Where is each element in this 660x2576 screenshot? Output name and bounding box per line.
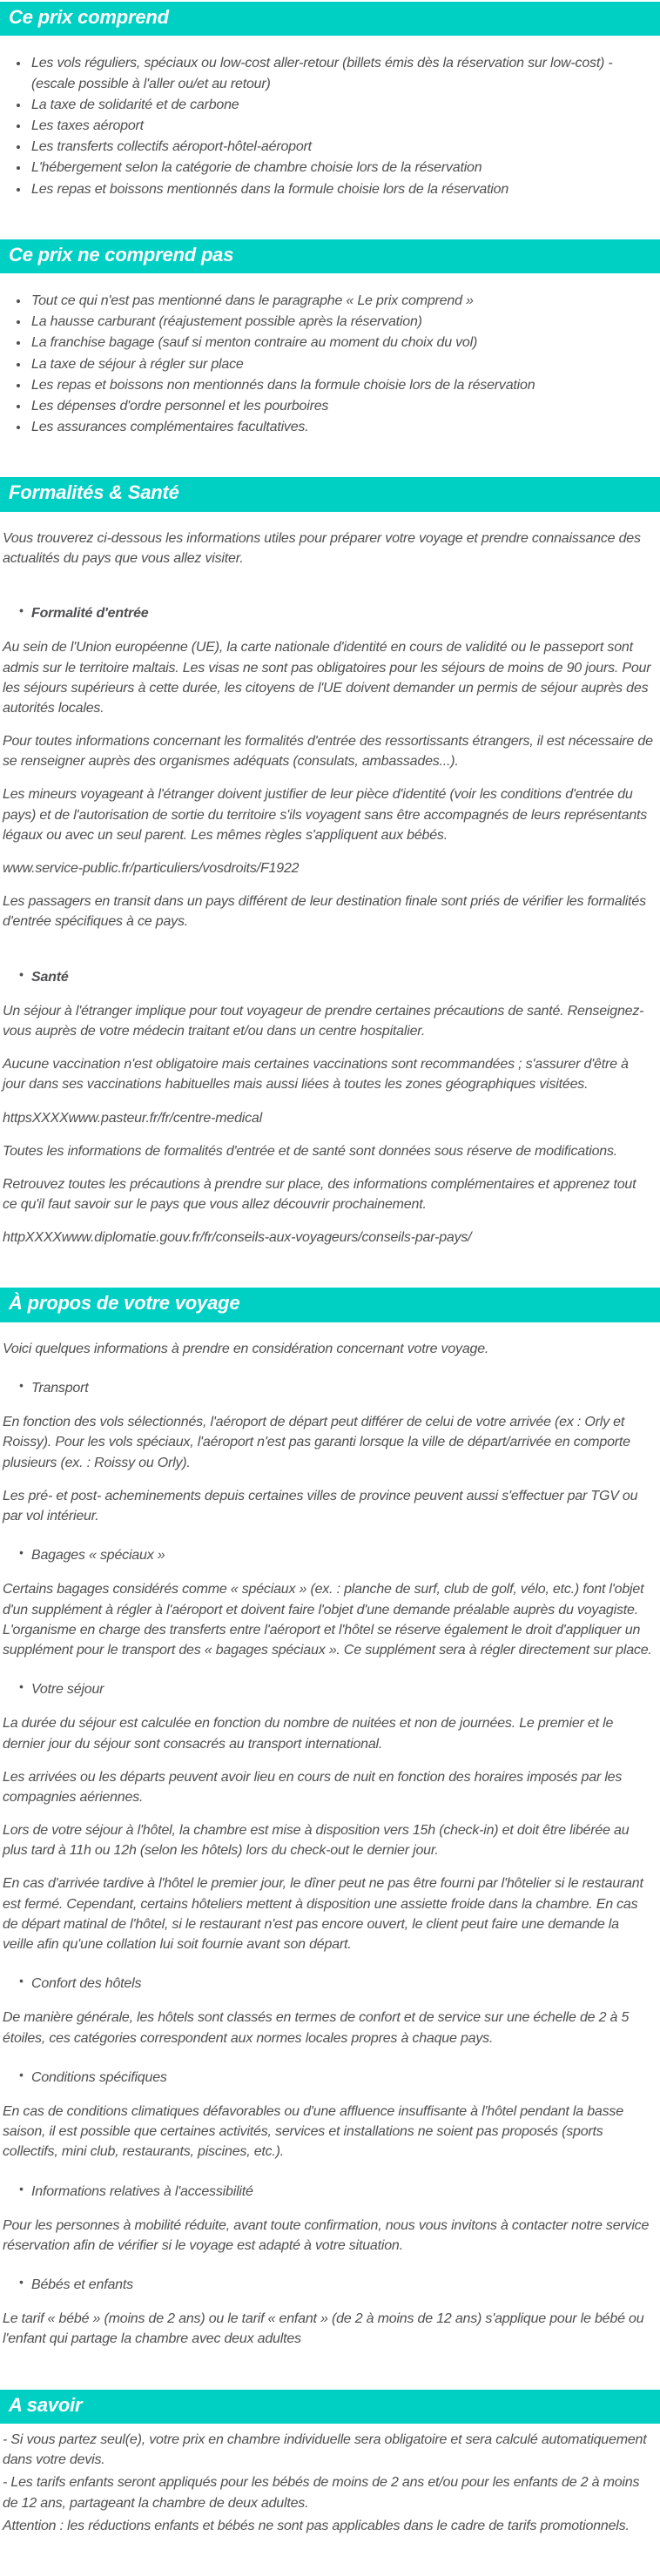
paragraph: Certains bagages considérés comme « spéciaux » (ex. : planche de surf, club de golf, vélo, etc.) font l'objet d'un supplément à régler à l'aéroport et doivent faire l'objet d'une demande préalable auprès du voyagiste. L'organisme en charge des transferts entre l'aéroport et l'hôtel se réserve également le droit d'appliquer un supplément pour le transport des « bagages spéciaux ». Ce supplément sera à régler directement sur place. — [3, 1582, 652, 1658]
section-header: Formalités & Santé — [0, 477, 660, 511]
paragraph: Lors de votre séjour à l'hôtel, la chambre est mise à disposition vers 15h (check-in) et doit être libérée au plus tard à 11h ou 12h (selon les hôtels) lors du check-out le dernier jour. — [3, 1823, 630, 1859]
list-item: • La franchise bagage (sauf si menton contraire au moment du choix du vol) — [30, 333, 653, 353]
section-body — [0, 512, 660, 1248]
subheading: • Bagages « spéciaux » — [3, 1545, 653, 1565]
list-item: • Tout ce qui n'est pas mentionné dans le paragraphe « Le prix comprend » — [30, 291, 653, 311]
section-ce-prix-ne-comprend-pas — [0, 239, 660, 438]
list-item: • Les repas et boissons non mentionnés dans la formule choisie lors de la réservation — [30, 375, 653, 395]
subheading: • Transport — [3, 1378, 653, 1398]
paragraph: En fonction des vols sélectionnés, l'aéroport de départ peut différer de celui de votre arrivée (ex : Orly et Roissy). Pour les vols spéciaux, l'aéroport n'est pas garanti lorsque la ville de départ/arrivée en comporte plusieurs (ex. : Roissy ou Orly). — [3, 1415, 630, 1470]
subheading: • Informations relatives à l'accessibilité — [3, 2182, 653, 2202]
paragraph: Retrouvez toutes les précautions à prendre sur place, des informations complémentaires et apprenez tout ce qu'il faut savoir sur le pays que vous allez découvrir prochainement. — [3, 1176, 636, 1213]
subheading: • Bébés et enfants — [3, 2275, 653, 2295]
list-item: • Les dépenses d'ordre personnel et les pourboires — [30, 396, 653, 416]
list-item: • Les assurances complémentaires facultatives. — [30, 417, 653, 437]
paragraph: La durée du séjour est calculée en fonction du nombre de nuitées et non de journées. Le premier et le dernier jour du séjour sont consacrés au transport international. — [3, 1716, 614, 1752]
bullet-list — [3, 291, 653, 437]
paragraph: Les arrivées ou les départs peuvent avoir lieu en cours de nuit en fonction des horaires imposés par les compagnies aériennes. — [3, 1769, 623, 1805]
section-header: A savoir — [0, 2390, 660, 2424]
list-item: • La taxe de séjour à régler sur place — [30, 354, 653, 374]
subheading: • Santé — [3, 967, 653, 987]
url-text: httpXXXXwww.diplomatie.gouv.fr/fr/conseils-aux-voyageurs/conseils-par-pays/ — [3, 1230, 472, 1246]
url-text: www.service-public.fr/particuliers/vosdroits/F1922 — [3, 861, 300, 877]
paragraph: Toutes les informations de formalités d'entrée et de santé sont données sous réserve de modifications. — [3, 1143, 618, 1159]
list-item: • L'hébergement selon la catégorie de chambre choisie lors de la réservation — [30, 158, 653, 178]
paragraph: Les passagers en transit dans un pays différent de leur destination finale sont priés de vérifier les formalités d'entrée spécifiques à ce pays. — [3, 894, 646, 930]
paragraph: Voici quelques informations à prendre en considération concernant votre voyage. — [3, 1341, 489, 1356]
paragraph: Les mineurs voyageant à l'étranger doivent justifier de leur pièce d'identité (voir les conditions d'entrée du pays) et de l'autorisation de sortie du territoire s'ils voyagent sans être accompagnés de leurs représentants légaux ou avec un seul parent. Les mêmes règles s'appliquent aux bébés. — [3, 787, 648, 843]
paragraph: - Si vous partez seul(e), votre prix en chambre individuelle sera obligatoire et sera calculé automatiquement dans votre devis. — [3, 2432, 647, 2468]
list-item: • Les repas et boissons mentionnés dans la formule choisie lors de la réservation — [30, 179, 653, 199]
paragraph: Le tarif « bébé » (moins de 2 ans) ou le tarif « enfant » (de 2 à moins de 12 ans) s'applique pour le bébé ou l'enfant qui partage la chambre avec deux adultes — [3, 2311, 644, 2347]
paragraph: Pour les personnes à mobilité réduite, avant toute confirmation, nous vous invitons à contacter notre service réservation afin de vérifier si le voyage est adapté à votre situation. — [3, 2217, 650, 2253]
list-item: • Les transferts collectifs aéroport-hôtel-aéroport — [30, 137, 653, 157]
section-header: À propos de votre voyage — [0, 1288, 660, 1322]
content — [0, 2, 660, 2536]
section-body — [0, 2424, 660, 2536]
paragraph: De manière générale, les hôtels sont classés en termes de confort et de service sur une échelle de 2 à 5 étoiles, ces catégories correspondent aux normes locales propres à chaque pays. — [3, 2010, 630, 2046]
subheading: • Votre séjour — [3, 1679, 653, 1699]
section-header: Ce prix comprend — [0, 2, 660, 36]
list-item: • La taxe de solidarité et de carbone — [30, 95, 653, 115]
paragraph: En cas d'arrivée tardive à l'hôtel le premier jour, le dîner peut ne pas être fourni par l'hôtelier si le restaurant est fermé. Cependant, certains hôteliers mettent à disposition une assiette froide dans la chambre. En cas de départ matinal de l'hôtel, si le restaurant n'est pas encore ouvert, le client peut faire une demande la veille afin qu'une collation lui soit fournie avant son départ. — [3, 1876, 643, 1952]
url-text: httpsXXXXwww.pasteur.fr/fr/centre-medical — [3, 1110, 262, 1126]
paragraph: Attention : les réductions enfants et bébés ne sont pas applicables dans le cadre de tarifs promotionnels. — [3, 2518, 630, 2533]
paragraph: Un séjour à l'étranger implique pour tout voyageur de prendre certaines précautions de santé. Renseignez-vous auprès de votre médecin traitant et/ou dans un centre hospitalier. — [3, 1003, 644, 1039]
section-ce-prix-comprend — [0, 2, 660, 199]
section-header: Ce prix ne comprend pas — [0, 239, 660, 273]
subheading: • Confort des hôtels — [3, 1974, 653, 1994]
paragraph: - Les tarifs enfants seront appliqués pour les bébés de moins de 2 ans et/ou pour les enfants de 2 à moins de 12 ans, partageant la chambre de deux adultes. — [3, 2475, 640, 2511]
paragraph: Pour toutes informations concernant les formalités d'entrée des ressortissants étrangers, il est nécessaire de se renseigner auprès des organismes adéquats (consulats, ambassades...). — [3, 734, 653, 770]
subheading: • Conditions spécifiques — [3, 2068, 653, 2088]
list-item: • Les taxes aéroport — [30, 116, 653, 136]
section-body — [0, 1322, 660, 2350]
paragraph: Les pré- et post- acheminements depuis certaines villes de province peuvent aussi s'effectuer par TGV ou par vol intérieur. — [3, 1488, 638, 1523]
paragraph: En cas de conditions climatiques défavorables ou d'une affluence insuffisante à l'hôtel pendant la basse saison, il est possible que certaines activités, services et installations ne soient pas proposés (sports collectifs, mini club, restaurants, piscines, etc.). — [3, 2103, 623, 2160]
paragraph: Vous trouverez ci-dessous les informations utiles pour préparer votre voyage et prendre connaissance des actualités du pays que vous allez visiter. — [3, 530, 641, 566]
subheading: • Formalité d'entrée — [3, 603, 653, 623]
paragraph: Au sein de l'Union européenne (UE), la carte nationale d'identité en cours de validité ou le passeport sont admis sur le territoire maltais. Les visas ne sont pas obligatoires pour les séjours de moins de 90 jours. Pour les séjours supérieurs à cette durée, les citoyens de l'UE doivent demander un permis de séjour auprès des autorités locales. — [3, 640, 651, 716]
section-body — [0, 273, 660, 437]
bullet-list — [3, 53, 653, 198]
section-formalites-sante — [0, 477, 660, 1248]
section-body — [0, 36, 660, 198]
list-item: • La hausse carburant (réajustement possible après la réservation) — [30, 312, 653, 332]
section-a-propos-de-votre-voyage — [0, 1288, 660, 2349]
list-item: • Les vols réguliers, spéciaux ou low-cost aller-retour (billets émis dès la réservation sur low-cost) - (escale possible à l'aller ou/et au retour) — [30, 53, 653, 93]
paragraph: Aucune vaccination n'est obligatoire mais certaines vaccinations sont recommandées ; s'assurer d'être à jour dans ses vaccinations habituelles mais aussi liées à toutes les zones géographiques visitées. — [3, 1057, 629, 1093]
section-a-savoir — [0, 2390, 660, 2536]
